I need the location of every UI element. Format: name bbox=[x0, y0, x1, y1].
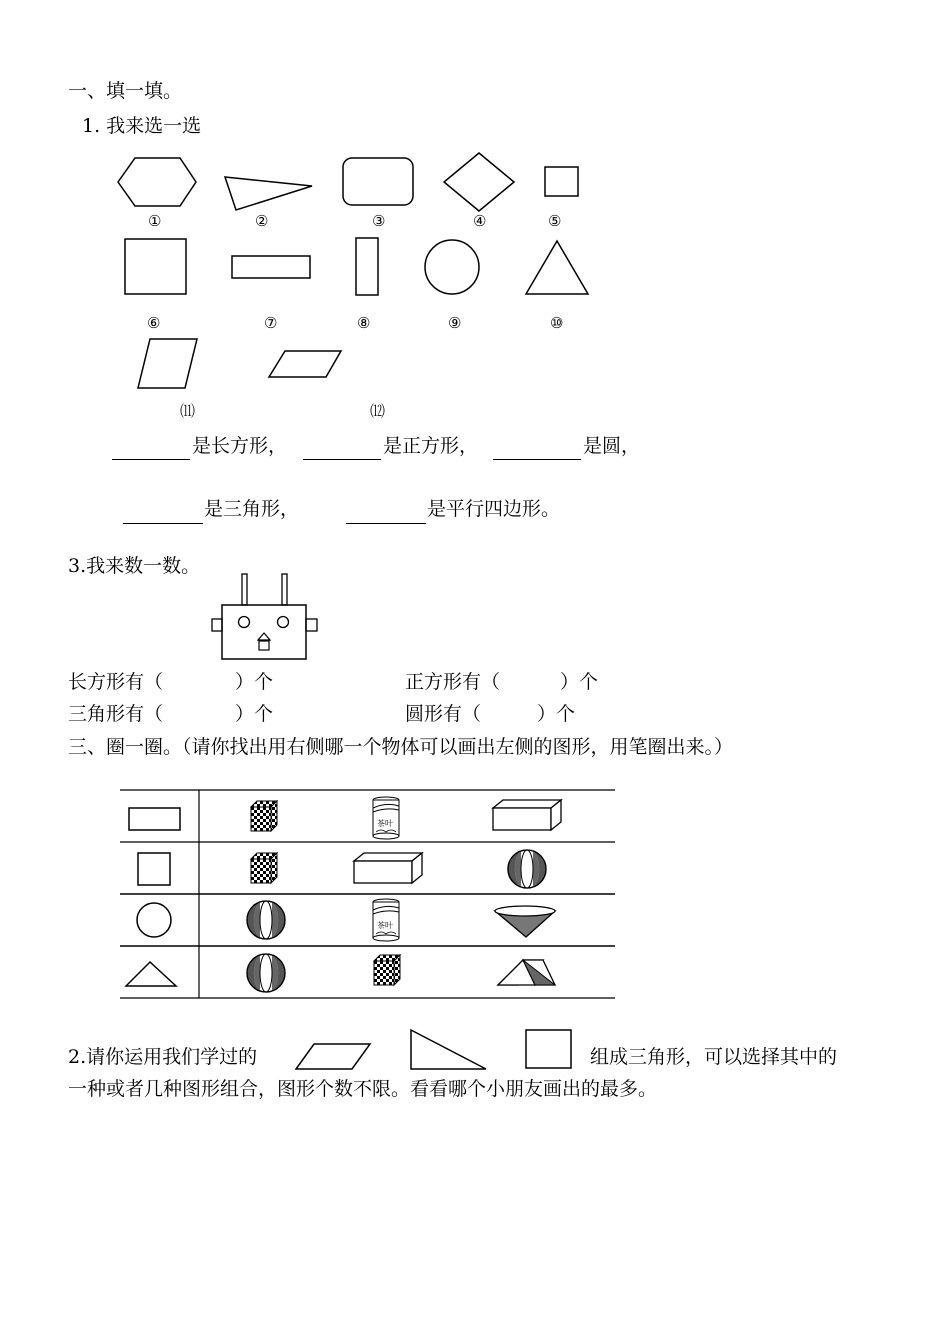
count-circle-unit: ）个 bbox=[537, 703, 576, 725]
question-2-line2: 一种或者几种图形组合，图形个数不限。看看哪个小朋友画出的最多。 bbox=[68, 1078, 658, 1100]
fill-text-parallelogram: 是平行四边形。 bbox=[427, 498, 561, 520]
shape-label-9: ⑨ bbox=[448, 314, 462, 332]
shape-label-10: ⑩ bbox=[550, 314, 564, 332]
tea-can-label-2: 茶叶 bbox=[377, 921, 393, 930]
fill-text-triangle: 是三角形， bbox=[204, 498, 300, 520]
count-triangle-unit: ）个 bbox=[235, 703, 274, 725]
shape-label-4: ④ bbox=[473, 212, 487, 230]
shape-label-1: ① bbox=[148, 212, 162, 230]
shape-label-5: ⑤ bbox=[548, 212, 562, 230]
count-rectangle-label: 长方形有（ bbox=[68, 671, 164, 693]
count-square-unit: ）个 bbox=[560, 671, 599, 693]
count-circle-label: 圆形有（ bbox=[405, 703, 482, 725]
question-2-line1-start: 2.请你运用我们学过的 bbox=[68, 1046, 258, 1068]
question-1-title: 1. 我来选一选 bbox=[82, 115, 202, 137]
tea-can-label-1: 茶叶 bbox=[377, 819, 393, 828]
question-2-line1-end: 组成三角形，可以选择其中的 bbox=[590, 1046, 838, 1068]
shape-label-3: ③ bbox=[372, 212, 386, 230]
shape-label-12: ⑿ bbox=[370, 402, 386, 420]
shape-label-7: ⑦ bbox=[264, 314, 278, 332]
count-rectangle-unit: ）个 bbox=[235, 671, 274, 693]
section-heading-circle: 三、圈一圈。（请你找出用右侧哪一个物体可以画出左侧的图形，用笔圈出来。） bbox=[68, 736, 734, 758]
count-triangle-label: 三角形有（ bbox=[68, 703, 164, 725]
shape-label-8: ⑧ bbox=[357, 314, 371, 332]
fill-text-circle: 是圆， bbox=[583, 435, 641, 457]
section-heading-fill: 一、填一填。 bbox=[68, 80, 183, 102]
fill-text-square: 是正方形， bbox=[383, 435, 479, 457]
fill-text-rectangle: 是长方形， bbox=[192, 435, 288, 457]
shape-label-2: ② bbox=[255, 212, 269, 230]
shape-label-11: ⑾ bbox=[180, 402, 196, 420]
count-square-label: 正方形有（ bbox=[405, 671, 501, 693]
shape-label-6: ⑥ bbox=[147, 314, 161, 332]
question-3-title: 3.我来数一数。 bbox=[68, 555, 201, 577]
